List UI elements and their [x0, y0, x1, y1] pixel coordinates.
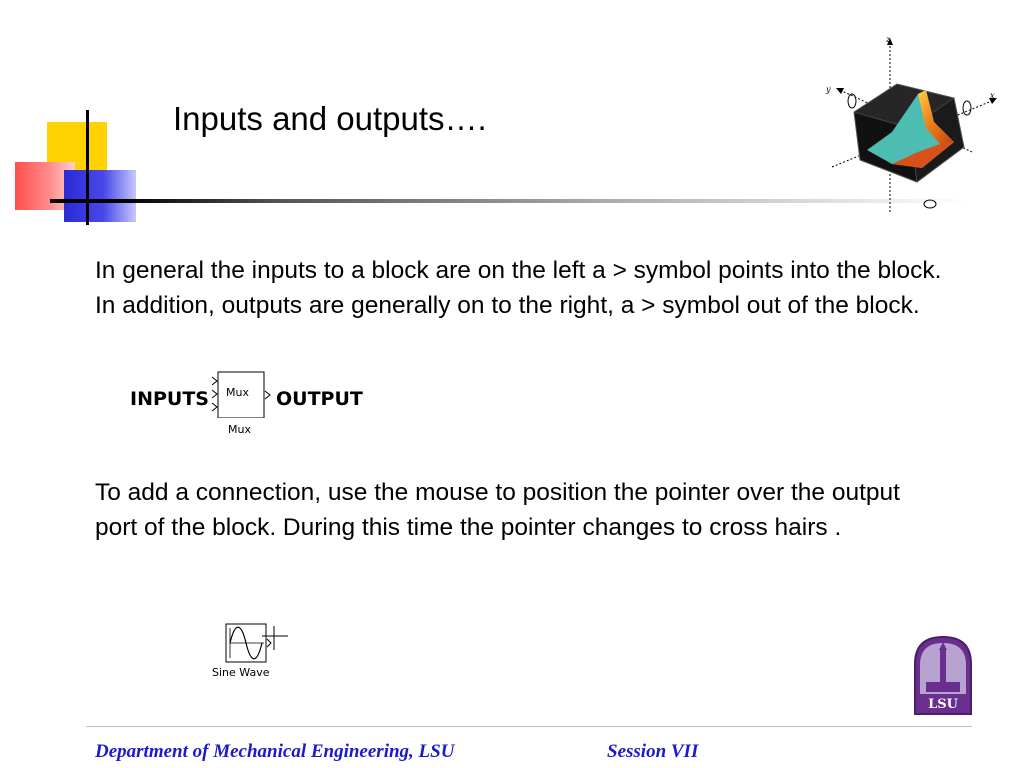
footer-session: Session VII [607, 741, 699, 762]
connection-paragraph: To add a connection, use the mouse to position the pointer over the output port of the block. During this time the pointer changes to cross hairs . [95, 479, 900, 541]
svg-text:x: x [990, 91, 995, 100]
footer-divider [86, 726, 972, 727]
output-label: OUTPUT [276, 388, 363, 410]
intro-paragraph: In general the inputs to a block are on the left a > symbol points into the block. In addition, outputs are generally on to the right, a > symbol out of the block. [95, 257, 942, 319]
sine-wave-block-icon[interactable] [222, 620, 292, 666]
sine-wave-caption: Sine Wave [212, 666, 270, 679]
svg-text:y: y [826, 85, 831, 94]
slide-title: Inputs and outputs…. [173, 100, 487, 137]
mux-block-label: Mux [226, 386, 249, 399]
lsu-logo-text: LSU [928, 697, 958, 712]
svg-text:z: z [886, 35, 891, 44]
inputs-label: INPUTS [130, 388, 209, 410]
matlab-logo-icon [822, 32, 1002, 222]
lsu-logo-icon [912, 634, 974, 718]
mux-caption: Mux [228, 423, 251, 436]
footer-department: Department of Mechanical Engineering, LSU [95, 741, 455, 762]
decor-blue-square [64, 170, 136, 222]
decor-vertical-line [86, 110, 89, 225]
